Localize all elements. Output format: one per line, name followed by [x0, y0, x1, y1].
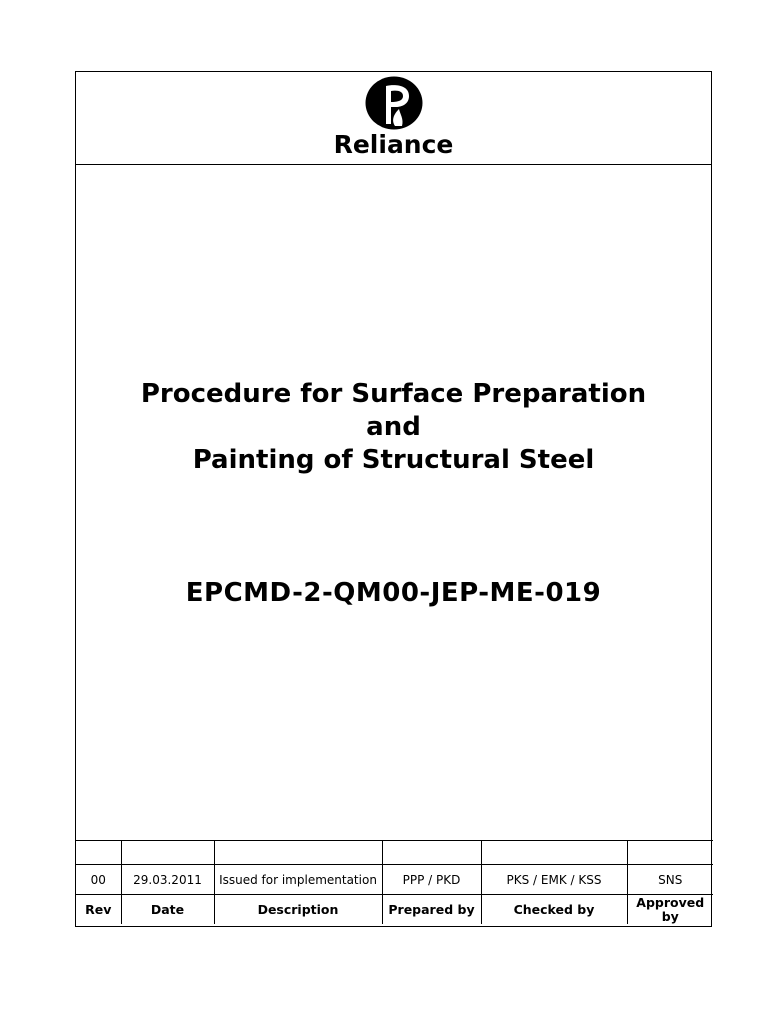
document-frame — [75, 71, 712, 927]
header-approved-by: Approved by — [627, 895, 713, 925]
rev-cell: 00 — [76, 865, 121, 895]
header-date: Date — [121, 895, 214, 925]
description-cell: Issued for implementation — [214, 865, 382, 895]
table-cell — [214, 841, 382, 865]
header-description: Description — [214, 895, 382, 925]
date-cell: 29.03.2011 — [121, 865, 214, 895]
table-cell — [121, 841, 214, 865]
document-number: EPCMD-2-QM00-JEP-ME-019 — [185, 578, 602, 608]
header-rev: Rev — [76, 895, 121, 925]
table-cell — [481, 841, 627, 865]
title-line: Painting of Structural Steel — [192, 445, 595, 475]
checked-by-cell: PKS / EMK / KSS — [481, 865, 627, 895]
header-checked-by: Checked by — [481, 895, 627, 925]
table-row — [76, 865, 713, 895]
table-cell — [76, 841, 121, 865]
title-line: Procedure for Surface Preparation — [140, 379, 647, 409]
prepared-by-cell: PPP / PKD — [382, 865, 481, 895]
table-cell — [627, 841, 713, 865]
document-title — [76, 378, 711, 477]
approved-by-cell: SNS — [627, 865, 713, 895]
header-prepared-by: Prepared by — [382, 895, 481, 925]
company-name: Reliance — [333, 130, 454, 159]
revision-table — [76, 840, 713, 924]
title-line: and — [366, 412, 421, 442]
table-row-blank — [76, 841, 713, 865]
table-cell — [382, 841, 481, 865]
header-band — [76, 72, 711, 165]
reliance-logo — [365, 76, 423, 130]
table-header-row — [76, 895, 713, 925]
